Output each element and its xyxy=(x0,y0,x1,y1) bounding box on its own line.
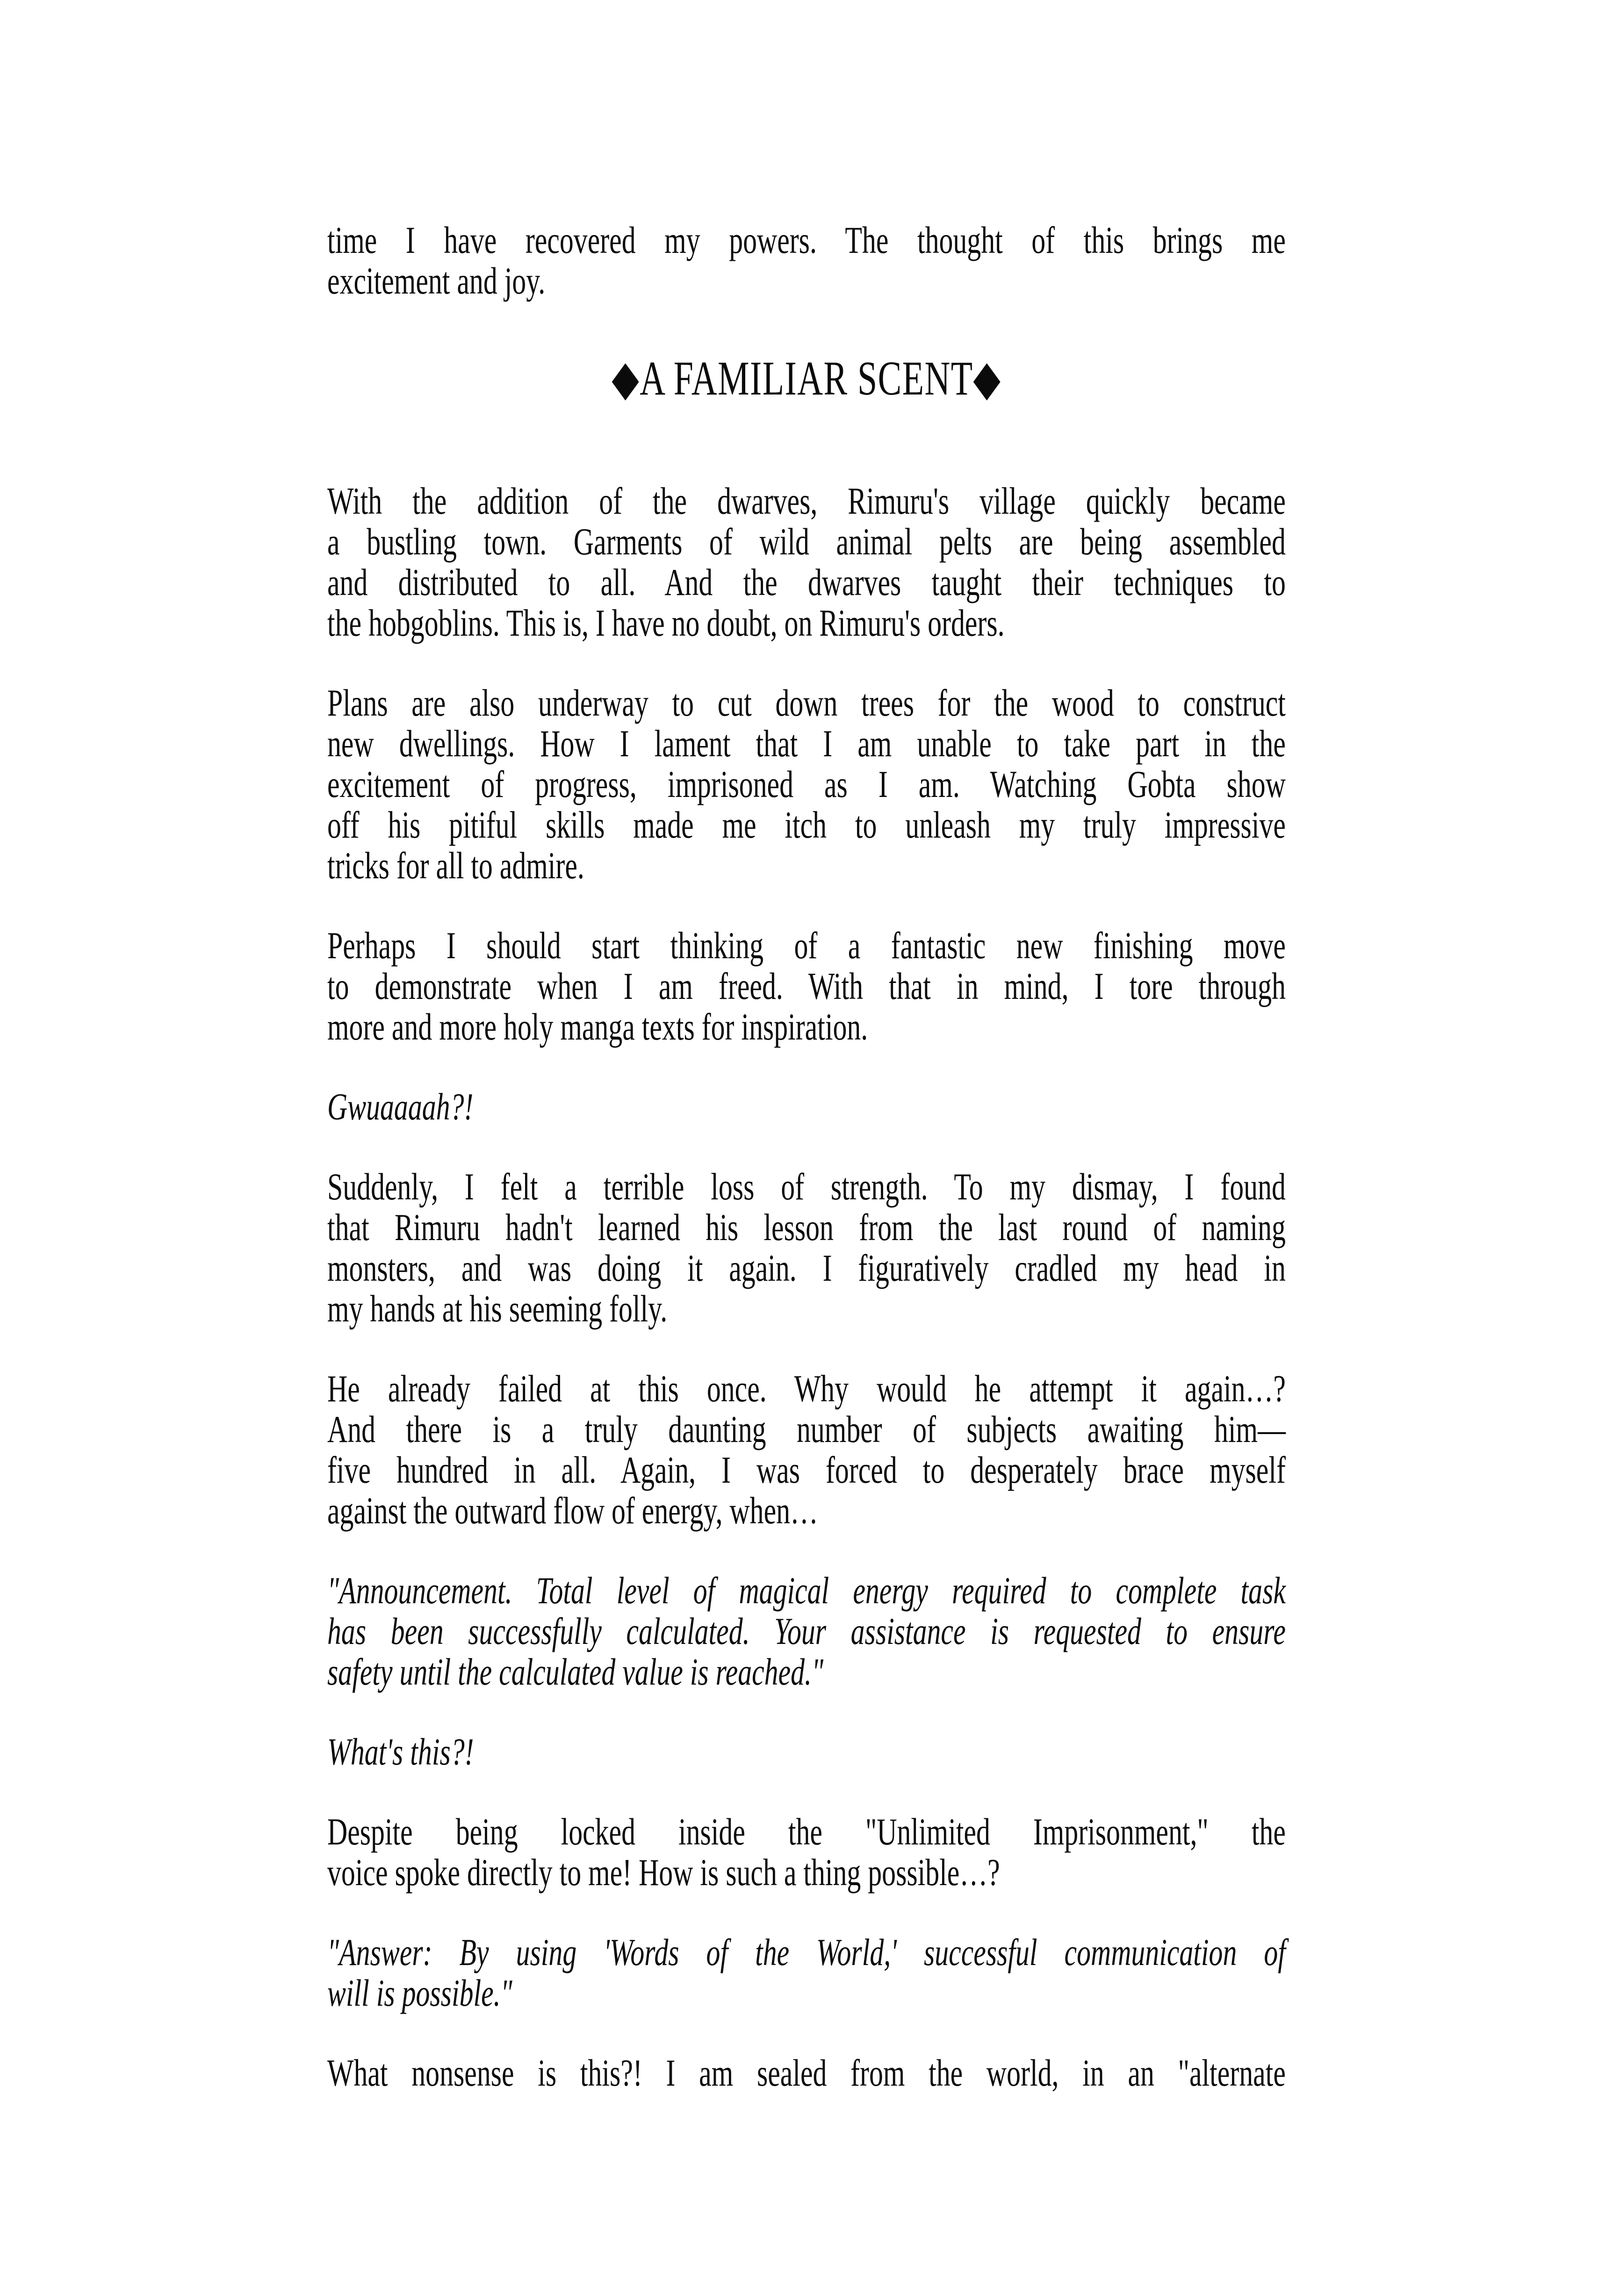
text-line: against the outward flow of energy, when… xyxy=(327,1489,818,1532)
paragraph xyxy=(327,682,1286,886)
paragraph xyxy=(327,1166,1286,1329)
text-line: that Rimuru hadn't learned his lesson from the last round of naming xyxy=(327,1206,1286,1248)
text-line: excitement of progress, imprisoned as I am. Watching Gobta show xyxy=(327,763,1286,805)
text-line: "Answer: By using 'Words of the World,' successful communication of xyxy=(327,1931,1286,1973)
paragraph-inner-thought xyxy=(327,1731,1286,1772)
text-line: new dwellings. How I lament that I am unable to take part in the xyxy=(327,722,1286,765)
text-line: my hands at his seeming folly. xyxy=(327,1287,668,1330)
text-line: monsters, and was doing it again. I figuratively cradled my head in xyxy=(327,1247,1286,1289)
paragraph-system-announcement xyxy=(327,1570,1286,1692)
text-line: What nonsense is this?! I am sealed from the world, in an "alternate xyxy=(327,2052,1286,2094)
paragraph xyxy=(327,481,1286,643)
text-line: safety until the calculated value is reached." xyxy=(327,1650,824,1693)
text-line: to demonstrate when I am freed. With that in mind, I tore through xyxy=(327,965,1286,1007)
text-block xyxy=(327,220,1286,2132)
paragraph-system-answer xyxy=(327,1932,1286,2013)
text-line: time I have recovered my powers. The thought of this brings me xyxy=(327,219,1286,261)
text-line: What's this?! xyxy=(327,1730,474,1773)
paragraph xyxy=(327,925,1286,1047)
chapter-heading: ◆A FAMILIAR SCENT◆ xyxy=(612,352,1001,405)
text-line: Perhaps I should start thinking of a fantastic new finishing move xyxy=(327,924,1286,967)
text-line: will is possible." xyxy=(327,1972,512,2014)
text-line: Suddenly, I felt a terrible loss of strength. To my dismay, I found xyxy=(327,1165,1286,1208)
text-line: five hundred in all. Again, I was forced to desperately brace myself xyxy=(327,1449,1286,1491)
text-line: Plans are also underway to cut down trees for the wood to construct xyxy=(327,682,1286,724)
text-line: off his pitiful skills made me itch to unleash my truly impressive xyxy=(327,804,1286,846)
paragraph xyxy=(327,220,1286,301)
paragraph xyxy=(327,1811,1286,1893)
text-line: excitement and joy. xyxy=(327,259,546,302)
text-line: tricks for all to admire. xyxy=(327,844,584,887)
paragraph xyxy=(327,2052,1286,2093)
text-line: the hobgoblins. This is, I have no doubt, on Rimuru's orders. xyxy=(327,602,1005,644)
text-line: He already failed at this once. Why would he attempt it again…? xyxy=(327,1367,1286,1410)
text-line: more and more holy manga texts for inspiration. xyxy=(327,1005,868,1048)
text-line: has been successfully calculated. Your assistance is requested to ensure xyxy=(327,1610,1286,1652)
text-line: "Announcement. Total level of magical energy required to complete task xyxy=(327,1569,1286,1612)
text-line: Gwuaaaah?! xyxy=(327,1085,474,1128)
text-line: and distributed to all. And the dwarves taught their techniques to xyxy=(327,561,1286,603)
paragraph-monster-cry xyxy=(327,1086,1286,1127)
text-line: Despite being locked inside the "Unlimited Imprisonment," the xyxy=(327,1810,1286,1853)
paragraph xyxy=(327,1368,1286,1531)
text-line: a bustling town. Garments of wild animal pelts are being assembled xyxy=(327,520,1286,563)
text-line: And there is a truly daunting number of subjects awaiting him— xyxy=(327,1408,1286,1450)
text-line: voice spoke directly to me! How is such a thing possible…? xyxy=(327,1851,1000,1894)
text-line: With the addition of the dwarves, Rimuru's village quickly became xyxy=(327,480,1286,522)
